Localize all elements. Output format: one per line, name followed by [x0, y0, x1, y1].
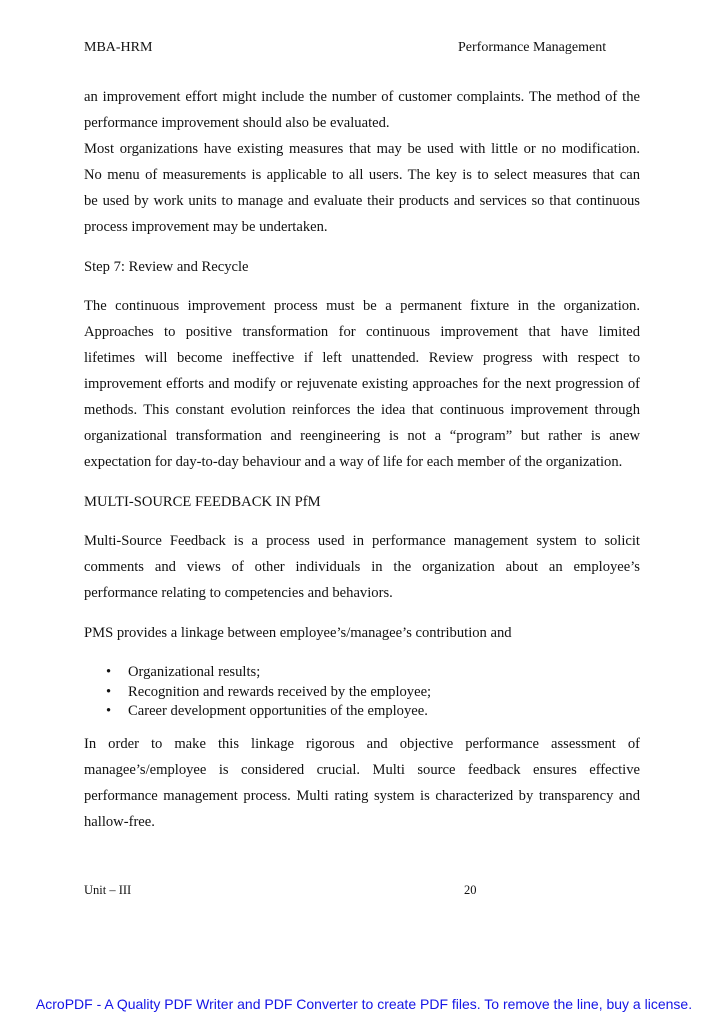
- page-body: [84, 89, 640, 840]
- header-subject: Performance Management: [458, 40, 607, 55]
- acropdf-watermark-banner: AcroPDF - A Quality PDF Writer and PDF Converter to create PDF files. To remove the line, buy a license.: [35, 996, 693, 1012]
- section-heading-multi-source-feedback: MULTI-SOURCE FEEDBACK IN PfM: [84, 494, 321, 510]
- header-course: MBA-HRM: [84, 40, 153, 55]
- text-line: performance relating to competencies and behaviors.: [84, 585, 393, 601]
- list-item: [106, 664, 640, 684]
- paragraph-linkage-assessment: [84, 736, 640, 840]
- bullet-icon: •: [106, 703, 112, 720]
- paragraph-multi-source-feedback: [84, 533, 640, 611]
- footer-unit: Unit – III: [84, 883, 132, 897]
- paragraph-improvement-method: [84, 89, 640, 141]
- text-line: managee’s/employee is considered crucial. Multi source feedback ensures effective: [84, 761, 640, 778]
- text-line: process improvement may be undertaken.: [84, 219, 328, 235]
- text-line: Most organizations have existing measures that may be used with little or no modification.: [84, 141, 640, 157]
- pms-intro: PMS provides a linkage between employee’s/managee’s contribution and: [84, 625, 512, 641]
- text-line: hallow-free.: [84, 813, 155, 830]
- bullet-icon: •: [106, 683, 112, 700]
- text-line: In order to make this linkage rigorous and objective performance assessment of: [84, 735, 640, 752]
- text-line: performance improvement should also be evaluated.: [84, 115, 390, 131]
- list-item: [106, 703, 640, 723]
- list-item-text: Recognition and rewards received by the employee;: [128, 683, 432, 700]
- text-line: performance management process. Multi rating system is characterized by transparency and: [84, 787, 640, 804]
- text-line: Approaches to positive transformation for continuous improvement that have limited: [84, 324, 640, 340]
- paragraph-review-recycle: [84, 298, 640, 480]
- text-line: be used by work units to manage and evaluate their products and services so that continuous: [84, 193, 640, 209]
- text-line: No menu of measurements is applicable to all users. The key is to select measures that can: [84, 167, 640, 183]
- bullet-icon: •: [106, 664, 112, 680]
- text-line: The continuous improvement process must be a permanent fixture in the organization.: [84, 298, 640, 314]
- text-line: organizational transformation and reengineering is not a “program” but rather is anew: [84, 428, 640, 444]
- text-line: an improvement effort might include the number of customer complaints. The method of the: [84, 89, 640, 105]
- text-line: improvement efforts and modify or rejuvenate existing approaches for the next progression of: [84, 376, 640, 392]
- text-line: comments and views of other individuals in the organization about an employee’s: [84, 559, 640, 575]
- paragraph-existing-measures: [84, 141, 640, 245]
- linkage-list: [84, 664, 640, 723]
- text-line: Multi-Source Feedback is a process used in performance management system to solicit: [84, 533, 640, 549]
- text-line: methods. This constant evolution reinforces the idea that continuous improvement through: [84, 402, 640, 418]
- list-item-text: Career development opportunities of the employee.: [128, 703, 428, 720]
- page-number: 20: [464, 883, 477, 897]
- section-heading-step7: Step 7: Review and Recycle: [84, 259, 249, 275]
- text-line: lifetimes will become ineffective if left unattended. Review progress with respect to: [84, 350, 640, 366]
- list-item: [106, 684, 640, 704]
- text-line: expectation for day-to-day behaviour and a way of life for each member of the organization.: [84, 454, 623, 470]
- list-item-text: Organizational results;: [128, 664, 261, 680]
